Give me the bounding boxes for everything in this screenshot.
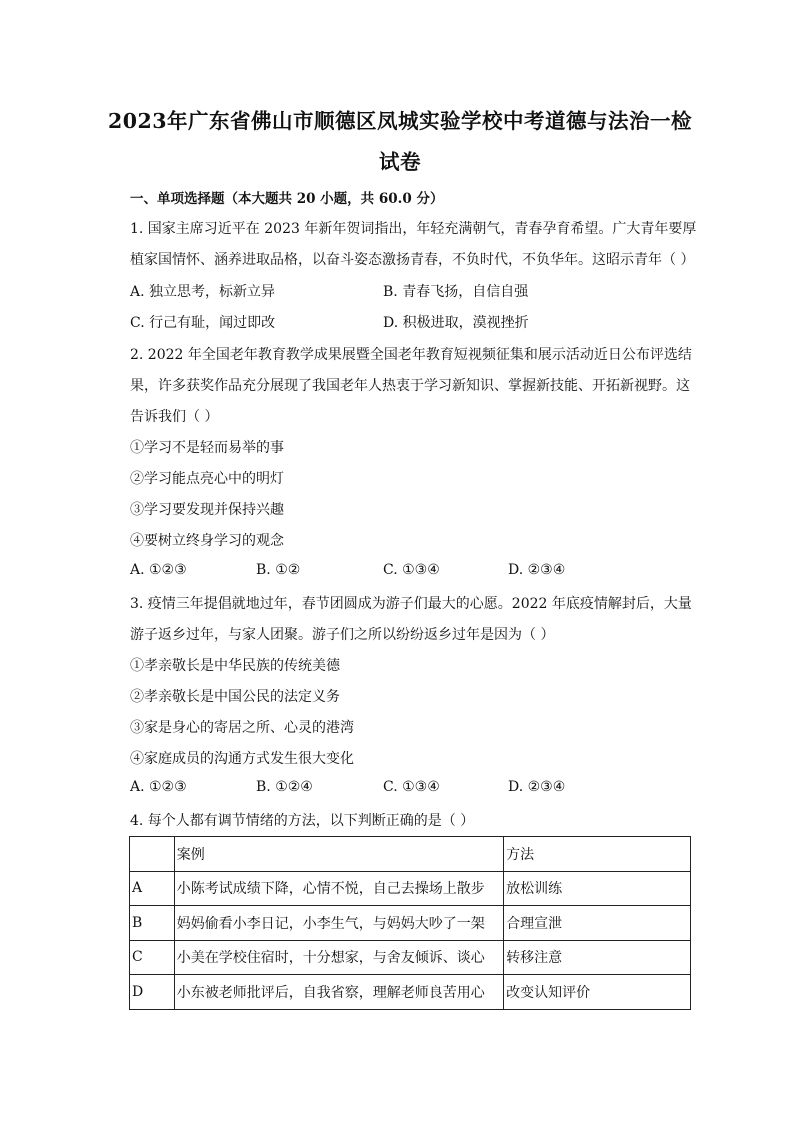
question-2-option-b: B. ①② [256,562,301,578]
question-4-line-1: 4. 每个人都有调节情绪的方法，以下判断正确的是（ ） [130,813,475,829]
exam-title-line2: 试卷 [379,150,421,174]
table-header-cell: 案例 [174,837,503,872]
question-1-option-d: D. 积极进取，漠视挫折 [383,315,529,331]
table-cell-option: A [130,871,175,906]
question-2-statement-3: ③学习要发现并保持兴趣 [130,502,284,518]
table-header-row [130,837,691,872]
table-cell-case: 小东被老师批评后，自我省察，理解老师良苦用心 [174,975,503,1010]
question-3-option-a: A. ①②③ [130,779,187,795]
question-1-line-1: 1. 国家主席习近平在 2023 年新年贺词指出，年轻充满朝气，青春孕育希望。广大青年要厚 [130,221,697,237]
table-cell-case: 小美在学校住宿时，十分想家，与舍友倾诉、谈心 [174,940,503,975]
question-3-line-1: 3. 疫情三年提倡就地过年，春节团圆成为游子们最大的心愿。2022 年底疫情解封后，大量 [130,596,692,612]
question-1-option-b: B. 青春飞扬，自信自强 [383,284,529,300]
exam-title-line1: 2023年广东省佛山市顺德区凤城实验学校中考道德与法治一检 [107,109,693,133]
table-cell-option: B [130,906,175,941]
table-row [130,871,691,906]
question-3-statement-2: ②孝亲敬长是中国公民的法定义务 [130,689,340,705]
question-3-option-b: B. ①②④ [256,779,313,795]
question-1-line-2: 植家国情怀、涵养进取品格，以奋斗姿态激扬青春，不负时代，不负华年。这昭示青年（ ） [130,252,695,268]
table-cell-method: 改变认知评价 [504,975,691,1010]
question-3-statement-1: ①孝亲敬长是中华民族的传统美德 [130,658,340,674]
table-cell-option: C [130,940,175,975]
section-heading: 一、单项选择题（本大题共 20 小题，共 60.0 分） [130,191,444,207]
table-header-cell: 方法 [504,837,691,872]
table-cell-method: 合理宣泄 [504,906,691,941]
table-cell-case: 小陈考试成绩下降，心情不悦，自己去操场上散步 [174,871,503,906]
question-1-option-c: C. 行己有耻，闻过即改 [130,315,276,331]
question-2-line-1: 2. 2022 年全国老年教育教学成果展暨全国老年教育短视频征集和展示活动近日公布评选结 [130,347,692,363]
table-cell-method: 放松训练 [504,871,691,906]
table-row [130,940,691,975]
question-3-option-c: C. ①③④ [383,779,440,795]
question-4-table [129,836,691,1010]
question-2-line-2: 果，许多获奖作品充分展现了我国老年人热衷于学习新知识、掌握新技能、开拓新视野。这 [130,378,690,394]
table-cell-option: D [130,975,175,1010]
question-2-option-d: D. ②③④ [508,562,566,578]
table-cell-case: 妈妈偷看小李日记，小李生气，与妈妈大吵了一架 [174,906,503,941]
question-2-statement-4: ④要树立终身学习的观念 [130,533,284,549]
question-2-option-c: C. ①③④ [383,562,440,578]
question-2-statement-2: ②学习能点亮心中的明灯 [130,471,284,487]
question-2-statement-1: ①学习不是轻而易举的事 [130,440,284,456]
table-header-cell [130,837,175,872]
question-3-statement-3: ③家是身心的寄居之所、心灵的港湾 [130,720,354,736]
question-2-line-3: 告诉我们（ ） [130,409,219,425]
table-row [130,906,691,941]
question-3-statement-4: ④家庭成员的沟通方式发生很大变化 [130,751,354,767]
question-2-option-a: A. ①②③ [130,562,187,578]
question-1-option-a: A. 独立思考，标新立异 [130,284,276,300]
table-row [130,975,691,1010]
question-3-option-d: D. ②③④ [508,779,566,795]
table-cell-method: 转移注意 [504,940,691,975]
question-3-line-2: 游子返乡过年，与家人团聚。游子们之所以纷纷返乡过年是因为（ ） [130,627,555,643]
